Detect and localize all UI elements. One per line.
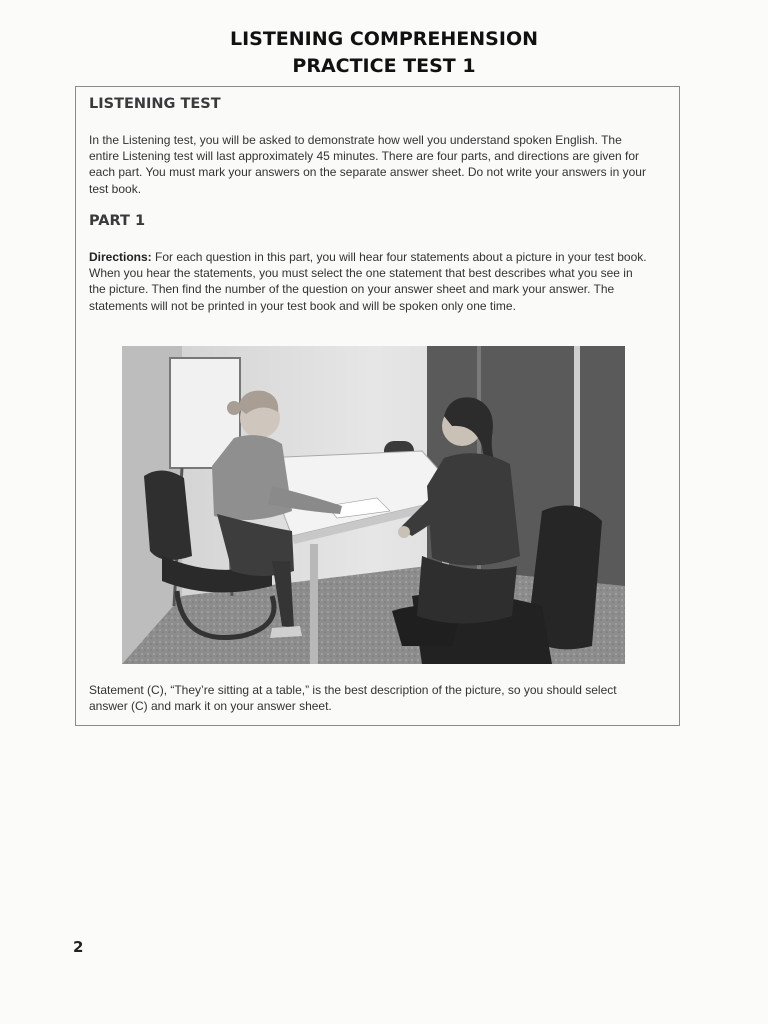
listening-test-intro: In the Listening test, you will be asked to demonstrate how well you understand spoken English. The entire Listening test will last approximately 45 minutes. There are four parts, and directions are given for each part. You must mark your answers on the separate answer sheet. Do not write your answers in your test book.: [89, 133, 646, 196]
example-statement: Statement (C), “They’re sitting at a table,” is the best description of the picture, so you should select answer (C) and mark it on your answer sheet.: [89, 683, 617, 714]
title-line-1: LISTENING COMPREHENSION: [229, 28, 538, 50]
directions-label: Directions:: [89, 250, 152, 264]
part1-heading: PART 1: [89, 213, 146, 229]
part1-directions: [89, 249, 649, 314]
content-box: [75, 86, 680, 726]
directions-text: For each question in this part, you will hear four statements about a picture in your test book. When you hear the statements, you must select the one statement that best describes what you see in the picture. Then find the number of the question on your answer sheet and mark your answer. The statements will not be printed in your test book and will be spoken only one time.: [89, 250, 647, 313]
listening-test-heading: LISTENING TEST: [89, 96, 221, 112]
page-number: 2: [73, 938, 84, 956]
title-line-2: PRACTICE TEST 1: [292, 55, 476, 77]
example-photo: [122, 346, 625, 664]
page-title: [0, 26, 768, 80]
